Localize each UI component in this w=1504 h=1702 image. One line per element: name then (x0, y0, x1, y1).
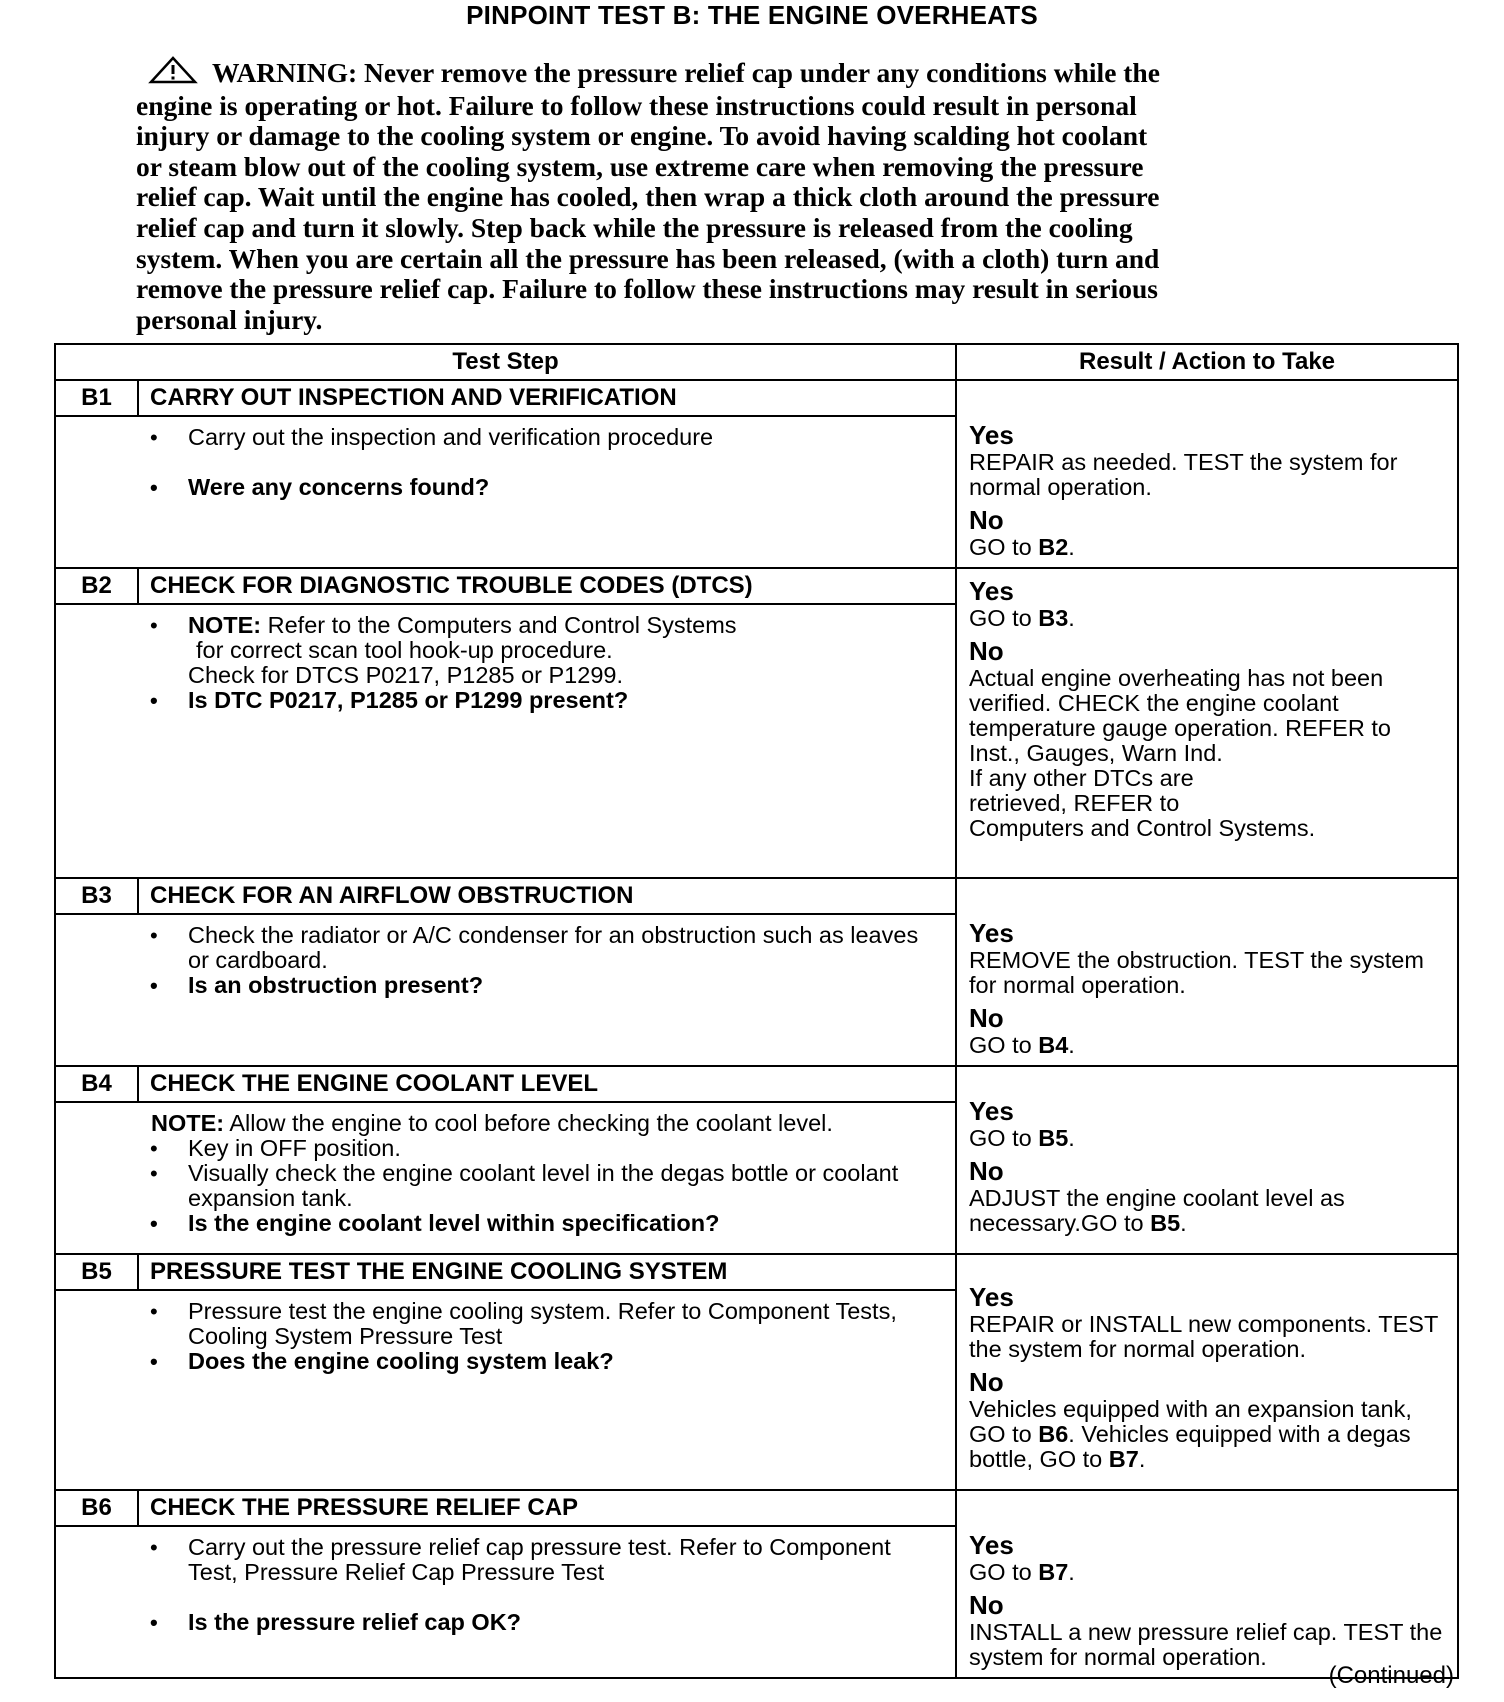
no-label: No (969, 1003, 1004, 1033)
step-bullet: • Visually check the engine coolant level in the degas bottle or coolant expansion tank. (56, 1161, 955, 1211)
pinpoint-test-table (54, 343, 1459, 1679)
step-result (956, 1066, 1458, 1254)
step-result (956, 1254, 1458, 1490)
yes-action: REPAIR as needed. TEST the system for normal operation. (969, 449, 1398, 500)
warning-block (136, 56, 1346, 335)
yes-action: GO to B3. (969, 605, 1075, 631)
step-result (956, 878, 1458, 1066)
no-action-line: temperature gauge operation. REFER to (969, 715, 1391, 741)
no-action-line: Computers and Control Systems. (969, 815, 1316, 841)
no-action: Vehicles equipped with an expansion tank, GO to B6. Vehicles equipped with a degas bottle, GO to B7. (969, 1396, 1412, 1472)
page-title: PINPOINT TEST B: THE ENGINE OVERHEATS (466, 0, 1038, 30)
step-bullet: • Carry out the inspection and verification procedure (56, 425, 955, 450)
step-title: CHECK THE PRESSURE RELIEF CAP (138, 1490, 956, 1526)
step-question: • Is the pressure relief cap OK? (56, 1610, 955, 1635)
column-header-result: Result / Action to Take (956, 344, 1458, 380)
step-body (55, 1102, 956, 1254)
yes-label: Yes (969, 1530, 1014, 1560)
warning-line: system. When you are certain all the pressure has been released, (with a cloth) turn and (136, 242, 1160, 274)
step-question: • Were any concerns found? (56, 475, 955, 500)
continued-label: (Continued) (1328, 1662, 1454, 1689)
yes-label: Yes (969, 420, 1014, 450)
warning-line: or steam blow out of the cooling system, use extreme care when removing the pressure (136, 150, 1144, 182)
no-action: GO to B2. (969, 534, 1075, 560)
yes-label: Yes (969, 576, 1014, 606)
step-body (55, 604, 956, 878)
step-id: B2 (55, 568, 138, 604)
no-action-line: Actual engine overheating has not been (969, 665, 1384, 691)
step-body (55, 1290, 956, 1490)
step-body (55, 416, 956, 568)
step-title: CHECK FOR AN AIRFLOW OBSTRUCTION (138, 878, 956, 914)
warning-line: engine is operating or hot. Failure to follow these instructions could result in personal (136, 89, 1137, 121)
no-label: No (969, 1156, 1004, 1186)
step-question: • Is an obstruction present? (56, 973, 955, 998)
no-action: GO to B4. (969, 1032, 1075, 1058)
step-question: • Does the engine cooling system leak? (56, 1349, 955, 1374)
step-title: CHECK THE ENGINE COOLANT LEVEL (138, 1066, 956, 1102)
step-row-b2 (55, 568, 1458, 604)
warning-line: relief cap. Wait until the engine has cooled, then wrap a thick cloth around the pressure (136, 181, 1160, 213)
warning-line: WARNING: Never remove the pressure relief cap under any conditions while the (136, 56, 1346, 91)
yes-action: REPAIR or INSTALL new components. TEST the system for normal operation. (969, 1311, 1438, 1362)
step-result (956, 568, 1458, 878)
no-label: No (969, 636, 1004, 666)
step-body (55, 1526, 956, 1678)
no-action-line: verified. CHECK the engine coolant (969, 690, 1339, 716)
step-bullet: • Carry out the pressure relief cap pressure test. Refer to Component Test, Pressure Relief Cap Pressure Test (56, 1535, 955, 1585)
step-row-b1 (55, 380, 1458, 416)
no-action-line: retrieved, REFER to (969, 790, 1180, 816)
no-label: No (969, 1590, 1004, 1620)
step-result (956, 1490, 1458, 1678)
yes-label: Yes (969, 918, 1014, 948)
warning-line: personal injury. (136, 303, 323, 335)
yes-action: GO to B5. (969, 1125, 1075, 1151)
step-row-b6 (55, 1490, 1458, 1526)
warning-line: relief cap and turn it slowly. Step back while the pressure is released from the cooling (136, 211, 1133, 243)
step-result (956, 380, 1458, 568)
step-note: • NOTE: Refer to the Computers and Control Systems for correct scan tool hook-up procedure. Check for DTCS P0217, P1285 or P1299. (56, 613, 955, 688)
yes-label: Yes (969, 1096, 1014, 1126)
step-bullet: • Key in OFF position. (56, 1136, 955, 1161)
yes-label: Yes (969, 1282, 1014, 1312)
step-id: B4 (55, 1066, 138, 1102)
no-label: No (969, 505, 1004, 535)
step-id: B5 (55, 1254, 138, 1290)
no-action-line: Inst., Gauges, Warn Ind. (969, 740, 1223, 766)
yes-action: GO to B7. (969, 1559, 1075, 1585)
step-title: PRESSURE TEST THE ENGINE COOLING SYSTEM (138, 1254, 956, 1290)
warning-line: injury or damage to the cooling system or engine. To avoid having scalding hot coolant (136, 120, 1148, 152)
step-title: CARRY OUT INSPECTION AND VERIFICATION (138, 380, 956, 416)
no-action-line: If any other DTCs are (969, 765, 1194, 791)
step-note: NOTE: Allow the engine to cool before checking the coolant level. (151, 1110, 833, 1136)
step-bullet: • Pressure test the engine cooling system. Refer to Component Tests, Cooling System Pressure Test (56, 1299, 955, 1349)
yes-action: REMOVE the obstruction. TEST the system for normal operation. (969, 947, 1424, 998)
step-id: B3 (55, 878, 138, 914)
step-title: CHECK FOR DIAGNOSTIC TROUBLE CODES (DTCS) (138, 568, 956, 604)
warning-triangle-icon (148, 56, 198, 91)
step-id: B6 (55, 1490, 138, 1526)
step-body (55, 914, 956, 1066)
step-row-b4 (55, 1066, 1458, 1102)
step-bullet: • Check the radiator or A/C condenser for an obstruction such as leaves or cardboard. (56, 923, 955, 973)
step-question: • Is DTC P0217, P1285 or P1299 present? (56, 688, 955, 713)
warning-line: remove the pressure relief cap. Failure to follow these instructions may result in serious (136, 273, 1158, 305)
step-row-b3 (55, 878, 1458, 914)
step-row-b5 (55, 1254, 1458, 1290)
no-action: ADJUST the engine coolant level as necessary.GO to B5. (969, 1185, 1345, 1236)
no-label: No (969, 1367, 1004, 1397)
column-header-test-step: Test Step (55, 344, 956, 380)
step-question: • Is the engine coolant level within specification? (56, 1211, 955, 1236)
no-action: INSTALL a new pressure relief cap. TEST the system for normal operation. (969, 1619, 1443, 1670)
step-id: B1 (55, 380, 138, 416)
